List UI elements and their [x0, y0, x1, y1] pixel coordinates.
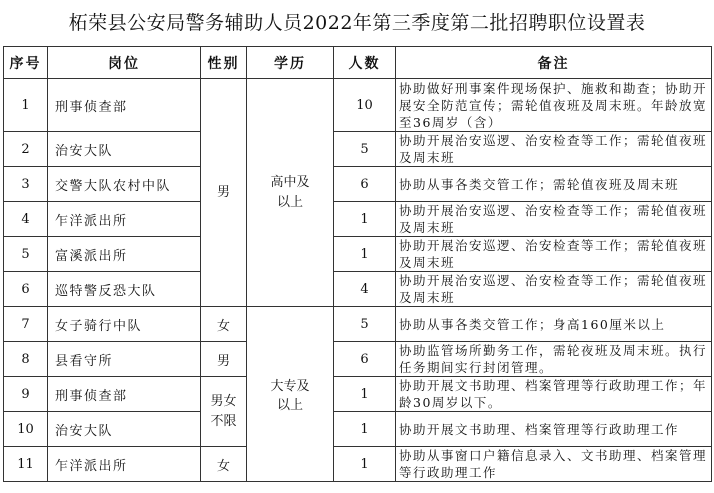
cell-seq: 2 [4, 132, 48, 167]
table-row [4, 202, 712, 237]
cell-count: 1 [334, 412, 396, 447]
cell-position: 县看守所 [48, 342, 201, 377]
header-gender: 性别 [201, 47, 247, 79]
header-count: 人数 [334, 47, 396, 79]
cell-notes: 协助从事各类交管工作；需轮值夜班及周末班 [396, 167, 712, 202]
cell-seq: 10 [4, 412, 48, 447]
cell-seq: 1 [4, 79, 48, 132]
cell-seq: 4 [4, 202, 48, 237]
table-row [4, 377, 712, 412]
cell-notes: 协助开展治安巡逻、治安检查等工作；需轮值夜班及周末班 [396, 272, 712, 307]
table-row [4, 132, 712, 167]
cell-position: 乍洋派出所 [48, 447, 201, 482]
cell-count: 1 [334, 377, 396, 412]
cell-seq: 7 [4, 307, 48, 342]
cell-notes: 协助做好刑事案件现场保护、施救和勘查；协助开展安全防范宣传；需轮值夜班及周末班。年龄放宽至36周岁（含） [396, 79, 712, 132]
cell-position: 交警大队农村中队 [48, 167, 201, 202]
table-row [4, 412, 712, 447]
cell-position: 刑事侦查部 [48, 377, 201, 412]
cell-count: 1 [334, 202, 396, 237]
table-row [4, 447, 712, 482]
cell-count: 6 [334, 342, 396, 377]
cell-count: 4 [334, 272, 396, 307]
cell-education-college: 大专及以上 [247, 307, 334, 482]
cell-notes: 协助开展文书助理、档案管理等行政助理工作；年龄30周岁以下。 [396, 377, 712, 412]
table-row [4, 237, 712, 272]
cell-notes: 协助开展治安巡逻、治安检查等工作；需轮值夜班及周末班 [396, 132, 712, 167]
table-row [4, 272, 712, 307]
cell-count: 6 [334, 167, 396, 202]
cell-gender-female-2: 女 [201, 447, 247, 482]
header-notes: 备注 [396, 47, 712, 79]
cell-seq: 11 [4, 447, 48, 482]
cell-notes: 协助从事窗口户籍信息录入、文书助理、档案管理等行政助理工作 [396, 447, 712, 482]
cell-seq: 5 [4, 237, 48, 272]
cell-education-high: 高中及以上 [247, 79, 334, 307]
cell-seq: 8 [4, 342, 48, 377]
header-seq: 序号 [4, 47, 48, 79]
cell-gender-male: 男 [201, 79, 247, 307]
cell-gender-male-2: 男 [201, 342, 247, 377]
cell-position: 刑事侦查部 [48, 79, 201, 132]
cell-count: 10 [334, 79, 396, 132]
cell-position: 富溪派出所 [48, 237, 201, 272]
cell-position: 治安大队 [48, 132, 201, 167]
cell-notes: 协助开展文书助理、档案管理等行政助理工作 [396, 412, 712, 447]
table-row [4, 342, 712, 377]
cell-notes: 协助开展治安巡逻、治安检查等工作；需轮值夜班及周末班 [396, 237, 712, 272]
cell-gender-any: 男女不限 [201, 377, 247, 447]
cell-seq: 9 [4, 377, 48, 412]
recruitment-table [3, 46, 712, 482]
header-education: 学历 [247, 47, 334, 79]
page-title: 柘荣县公安局警务辅助人员2022年第三季度第二批招聘职位设置表 [68, 12, 646, 34]
header-position: 岗位 [48, 47, 201, 79]
cell-count: 5 [334, 307, 396, 342]
cell-notes: 协助监管场所勤务工作，需轮夜班及周末班。执行任务期间实行封闭管理。 [396, 342, 712, 377]
cell-count: 5 [334, 132, 396, 167]
cell-gender-female: 女 [201, 307, 247, 342]
cell-notes: 协助从事各类交管工作；身高160厘米以上 [396, 307, 712, 342]
cell-count: 1 [334, 447, 396, 482]
table-row [4, 79, 712, 132]
header-row [4, 47, 712, 79]
cell-seq: 3 [4, 167, 48, 202]
cell-position: 乍洋派出所 [48, 202, 201, 237]
cell-position: 女子骑行中队 [48, 307, 201, 342]
table-row [4, 167, 712, 202]
table-row [4, 307, 712, 342]
cell-notes: 协助开展治安巡逻、治安检查等工作；需轮值夜班及周末班 [396, 202, 712, 237]
cell-count: 1 [334, 237, 396, 272]
cell-position: 治安大队 [48, 412, 201, 447]
cell-seq: 6 [4, 272, 48, 307]
cell-position: 巡特警反恐大队 [48, 272, 201, 307]
